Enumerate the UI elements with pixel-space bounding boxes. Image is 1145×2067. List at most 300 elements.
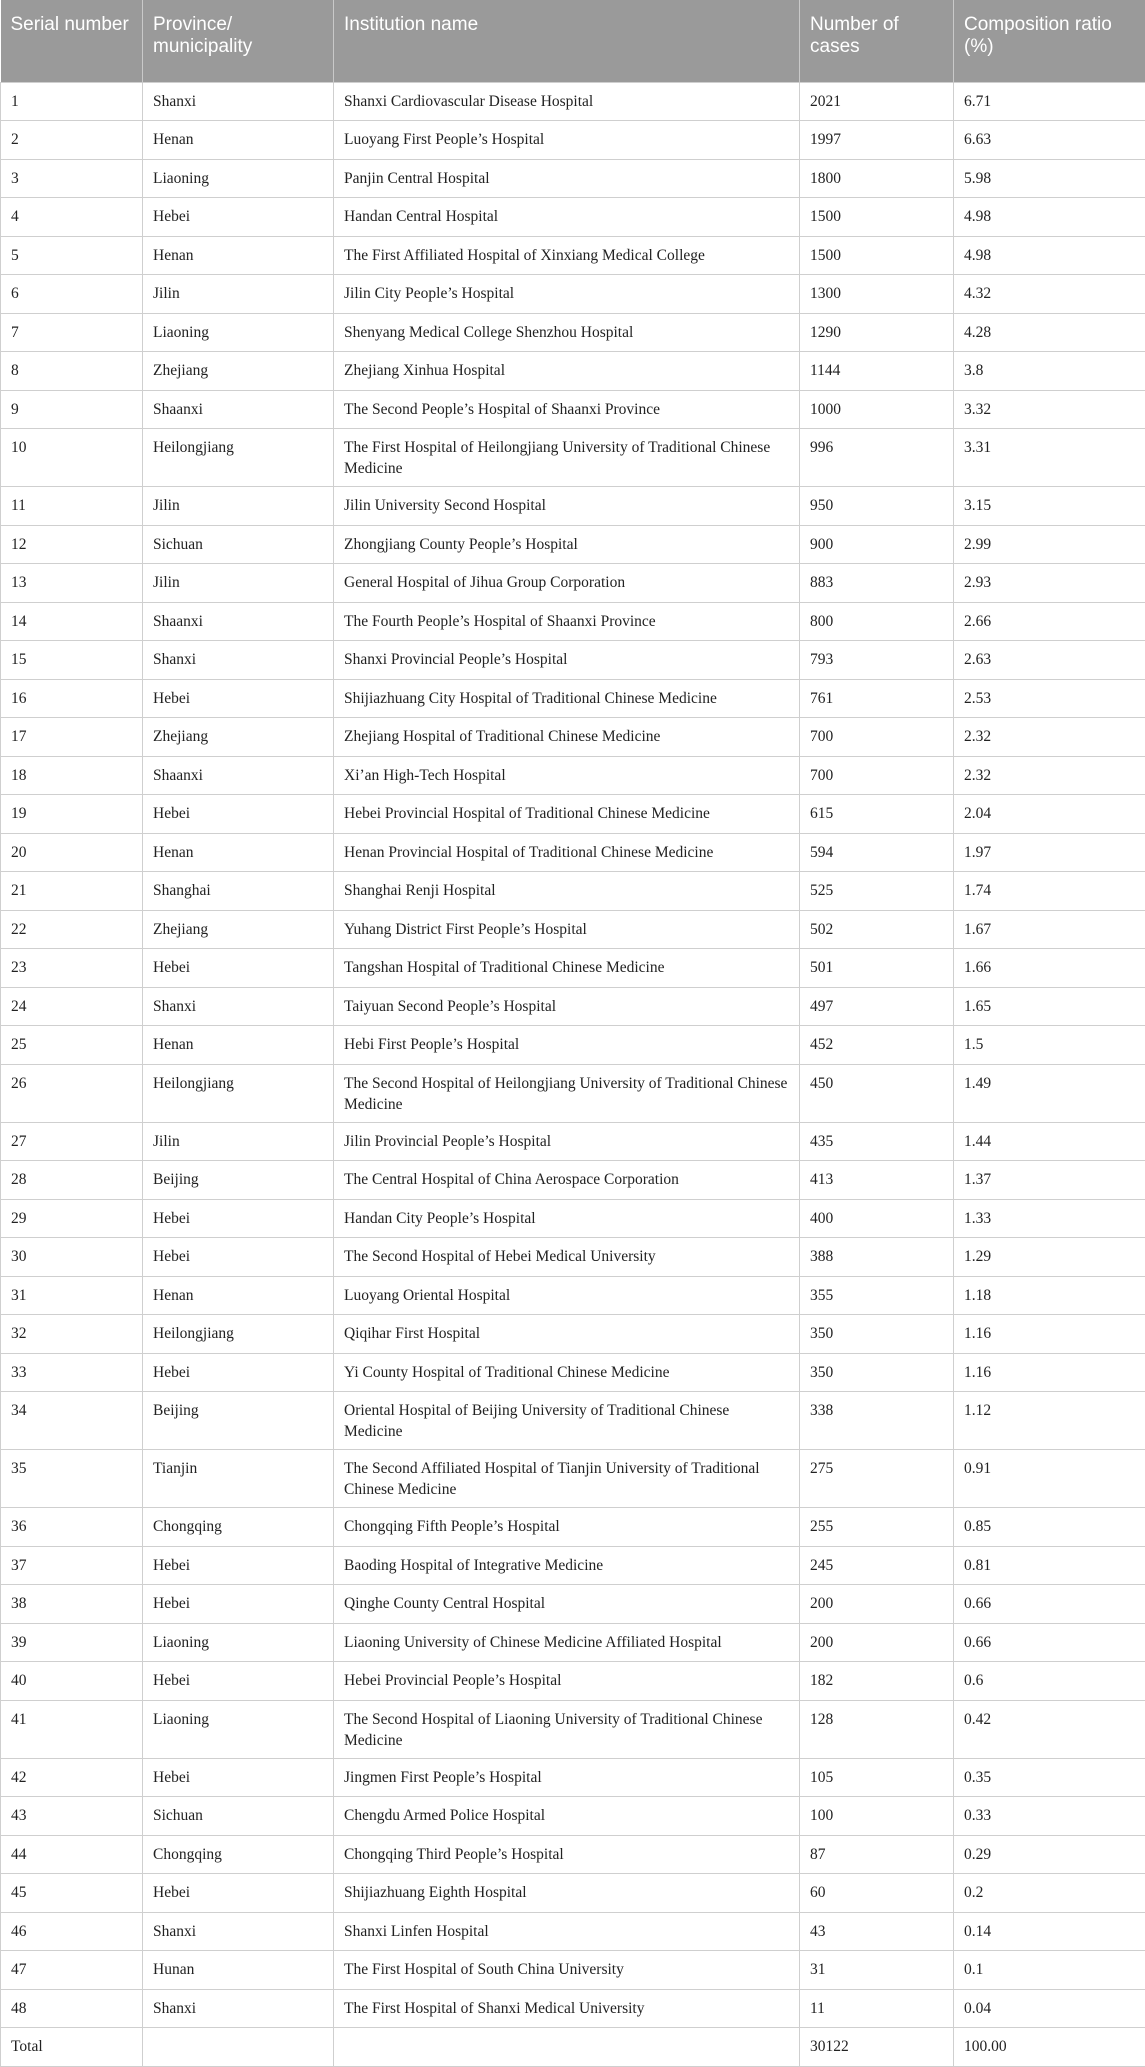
cell-province [143, 2028, 334, 2067]
cell-number-of-cases: 450 [800, 1064, 954, 1122]
cell-serial-number: Total [1, 2028, 143, 2067]
cell-number-of-cases: 1000 [800, 390, 954, 429]
cell-composition-ratio: 0.6 [954, 1662, 1145, 1701]
cell-composition-ratio: 2.32 [954, 756, 1145, 795]
cell-institution-name: Qiqihar First Hospital [334, 1315, 800, 1354]
cell-composition-ratio: 4.28 [954, 313, 1145, 352]
table-row [1, 487, 1145, 526]
cell-composition-ratio: 100.00 [954, 2028, 1145, 2067]
cell-institution-name: The Second Hospital of Hebei Medical University [334, 1238, 800, 1277]
cell-institution-name: Shanxi Provincial People’s Hospital [334, 641, 800, 680]
table-row [1, 1508, 1145, 1547]
cell-number-of-cases: 501 [800, 949, 954, 988]
table-row [1, 352, 1145, 391]
cell-province: Henan [143, 833, 334, 872]
cell-institution-name: The Second People’s Hospital of Shaanxi Province [334, 390, 800, 429]
cell-number-of-cases: 30122 [800, 2028, 954, 2067]
table-row [1, 1700, 1145, 1758]
cell-serial-number: 32 [1, 1315, 143, 1354]
table-row [1, 121, 1145, 160]
table-row [1, 1064, 1145, 1122]
cell-composition-ratio: 0.91 [954, 1450, 1145, 1508]
total-row [1, 2028, 1145, 2067]
header-institution-name: Institution name [334, 0, 800, 82]
cell-institution-name: Chongqing Fifth People’s Hospital [334, 1508, 800, 1547]
cell-institution-name: Jilin City People’s Hospital [334, 275, 800, 314]
table-row [1, 429, 1145, 487]
cell-composition-ratio: 0.85 [954, 1508, 1145, 1547]
cell-province: Shanxi [143, 1912, 334, 1951]
cell-province: Hunan [143, 1951, 334, 1990]
table-row [1, 1546, 1145, 1585]
cell-composition-ratio: 0.2 [954, 1874, 1145, 1913]
table-row [1, 1835, 1145, 1874]
cell-number-of-cases: 1800 [800, 159, 954, 198]
cell-number-of-cases: 182 [800, 1662, 954, 1701]
header-row [1, 0, 1145, 82]
cell-number-of-cases: 413 [800, 1161, 954, 1200]
cell-institution-name [334, 2028, 800, 2067]
cell-institution-name: Handan Central Hospital [334, 198, 800, 237]
cell-composition-ratio: 3.8 [954, 352, 1145, 391]
cell-institution-name: Xi’an High-Tech Hospital [334, 756, 800, 795]
cell-composition-ratio: 2.63 [954, 641, 1145, 680]
cell-province: Hebei [143, 1238, 334, 1277]
cell-serial-number: 1 [1, 82, 143, 121]
cell-institution-name: Shanxi Linfen Hospital [334, 1912, 800, 1951]
cell-institution-name: The Second Hospital of Heilongjiang University of Traditional Chinese Medicine [334, 1064, 800, 1122]
cell-number-of-cases: 950 [800, 487, 954, 526]
cell-serial-number: 39 [1, 1623, 143, 1662]
table-row [1, 872, 1145, 911]
cell-institution-name: Hebei Provincial Hospital of Traditional Chinese Medicine [334, 795, 800, 834]
cell-institution-name: Jilin Provincial People’s Hospital [334, 1122, 800, 1161]
cell-composition-ratio: 4.98 [954, 236, 1145, 275]
cell-province: Hebei [143, 1662, 334, 1701]
cell-institution-name: Jingmen First People’s Hospital [334, 1758, 800, 1797]
cell-serial-number: 16 [1, 679, 143, 718]
cell-serial-number: 15 [1, 641, 143, 680]
cell-province: Zhejiang [143, 352, 334, 391]
cell-composition-ratio: 0.35 [954, 1758, 1145, 1797]
cell-institution-name: The Fourth People’s Hospital of Shaanxi Province [334, 602, 800, 641]
cell-institution-name: Yuhang District First People’s Hospital [334, 910, 800, 949]
cell-serial-number: 18 [1, 756, 143, 795]
table-row [1, 159, 1145, 198]
cell-serial-number: 25 [1, 1026, 143, 1065]
cell-composition-ratio: 1.44 [954, 1122, 1145, 1161]
table-row [1, 198, 1145, 237]
cell-province: Henan [143, 1276, 334, 1315]
cell-institution-name: Jilin University Second Hospital [334, 487, 800, 526]
cell-composition-ratio: 2.53 [954, 679, 1145, 718]
cell-number-of-cases: 100 [800, 1797, 954, 1836]
table-row [1, 1238, 1145, 1277]
cell-composition-ratio: 1.18 [954, 1276, 1145, 1315]
cell-institution-name: The First Hospital of Heilongjiang University of Traditional Chinese Medicine [334, 429, 800, 487]
cell-serial-number: 27 [1, 1122, 143, 1161]
cell-number-of-cases: 60 [800, 1874, 954, 1913]
cell-composition-ratio: 1.66 [954, 949, 1145, 988]
cell-institution-name: Baoding Hospital of Integrative Medicine [334, 1546, 800, 1585]
cell-province: Henan [143, 236, 334, 275]
cell-number-of-cases: 2021 [800, 82, 954, 121]
table-row [1, 1122, 1145, 1161]
cell-province: Sichuan [143, 1797, 334, 1836]
table-row [1, 1026, 1145, 1065]
cell-serial-number: 36 [1, 1508, 143, 1547]
cell-serial-number: 22 [1, 910, 143, 949]
cell-institution-name: Oriental Hospital of Beijing University of Traditional Chinese Medicine [334, 1392, 800, 1450]
cell-serial-number: 8 [1, 352, 143, 391]
cell-serial-number: 33 [1, 1353, 143, 1392]
cell-composition-ratio: 2.99 [954, 525, 1145, 564]
cell-institution-name: The First Hospital of South China University [334, 1951, 800, 1990]
cell-institution-name: Hebi First People’s Hospital [334, 1026, 800, 1065]
cell-composition-ratio: 0.04 [954, 1989, 1145, 2028]
cell-number-of-cases: 350 [800, 1315, 954, 1354]
cell-province: Hebei [143, 1874, 334, 1913]
table-row [1, 1161, 1145, 1200]
cell-number-of-cases: 400 [800, 1199, 954, 1238]
cell-composition-ratio: 0.66 [954, 1585, 1145, 1624]
cell-number-of-cases: 245 [800, 1546, 954, 1585]
cell-serial-number: 20 [1, 833, 143, 872]
cell-province: Zhejiang [143, 718, 334, 757]
table-header [1, 0, 1145, 82]
cell-province: Hebei [143, 1758, 334, 1797]
cell-composition-ratio: 1.5 [954, 1026, 1145, 1065]
table-body [1, 82, 1145, 2066]
cell-composition-ratio: 6.63 [954, 121, 1145, 160]
cell-composition-ratio: 0.14 [954, 1912, 1145, 1951]
table-row [1, 602, 1145, 641]
cell-institution-name: Luoyang First People’s Hospital [334, 121, 800, 160]
cell-serial-number: 38 [1, 1585, 143, 1624]
cell-province: Liaoning [143, 1700, 334, 1758]
table-row [1, 833, 1145, 872]
cell-number-of-cases: 793 [800, 641, 954, 680]
table-row [1, 275, 1145, 314]
cell-number-of-cases: 1290 [800, 313, 954, 352]
cell-composition-ratio: 1.65 [954, 987, 1145, 1026]
cell-serial-number: 29 [1, 1199, 143, 1238]
table-row [1, 795, 1145, 834]
cell-number-of-cases: 700 [800, 756, 954, 795]
header-number-of-cases: Number of cases [800, 0, 954, 82]
cell-serial-number: 40 [1, 1662, 143, 1701]
cell-province: Jilin [143, 275, 334, 314]
cell-composition-ratio: 0.66 [954, 1623, 1145, 1662]
cell-number-of-cases: 1144 [800, 352, 954, 391]
cell-serial-number: 30 [1, 1238, 143, 1277]
cell-composition-ratio: 1.97 [954, 833, 1145, 872]
cell-serial-number: 43 [1, 1797, 143, 1836]
cell-number-of-cases: 452 [800, 1026, 954, 1065]
cell-number-of-cases: 761 [800, 679, 954, 718]
cell-serial-number: 46 [1, 1912, 143, 1951]
cell-province: Hebei [143, 1353, 334, 1392]
cell-number-of-cases: 200 [800, 1623, 954, 1662]
cell-serial-number: 37 [1, 1546, 143, 1585]
cell-number-of-cases: 350 [800, 1353, 954, 1392]
cell-province: Henan [143, 1026, 334, 1065]
cell-composition-ratio: 1.33 [954, 1199, 1145, 1238]
cell-composition-ratio: 1.16 [954, 1353, 1145, 1392]
cell-institution-name: Yi County Hospital of Traditional Chinese Medicine [334, 1353, 800, 1392]
table-row [1, 1353, 1145, 1392]
cell-serial-number: 13 [1, 564, 143, 603]
table-row [1, 1989, 1145, 2028]
table-row [1, 1315, 1145, 1354]
cell-province: Heilongjiang [143, 1064, 334, 1122]
cell-number-of-cases: 1997 [800, 121, 954, 160]
cell-institution-name: Zhongjiang County People’s Hospital [334, 525, 800, 564]
cell-composition-ratio: 0.1 [954, 1951, 1145, 1990]
table-row [1, 756, 1145, 795]
cell-composition-ratio: 3.31 [954, 429, 1145, 487]
cell-composition-ratio: 1.49 [954, 1064, 1145, 1122]
cell-province: Heilongjiang [143, 1315, 334, 1354]
cell-institution-name: The Central Hospital of China Aerospace Corporation [334, 1161, 800, 1200]
cell-institution-name: Shijiazhuang City Hospital of Traditional Chinese Medicine [334, 679, 800, 718]
table-row [1, 641, 1145, 680]
cell-number-of-cases: 800 [800, 602, 954, 641]
cell-number-of-cases: 43 [800, 1912, 954, 1951]
table-row [1, 1276, 1145, 1315]
table-row [1, 1874, 1145, 1913]
cell-province: Shanxi [143, 641, 334, 680]
cell-serial-number: 9 [1, 390, 143, 429]
cell-serial-number: 47 [1, 1951, 143, 1990]
table-row [1, 236, 1145, 275]
cell-number-of-cases: 1500 [800, 236, 954, 275]
cell-number-of-cases: 275 [800, 1450, 954, 1508]
cell-province: Hebei [143, 198, 334, 237]
table-row [1, 564, 1145, 603]
cell-serial-number: 44 [1, 1835, 143, 1874]
cell-province: Sichuan [143, 525, 334, 564]
cell-number-of-cases: 700 [800, 718, 954, 757]
cell-province: Jilin [143, 1122, 334, 1161]
table-row [1, 1199, 1145, 1238]
cell-province: Henan [143, 121, 334, 160]
cell-serial-number: 3 [1, 159, 143, 198]
cell-number-of-cases: 128 [800, 1700, 954, 1758]
table-row [1, 1758, 1145, 1797]
cell-serial-number: 24 [1, 987, 143, 1026]
cell-composition-ratio: 0.33 [954, 1797, 1145, 1836]
cell-composition-ratio: 2.93 [954, 564, 1145, 603]
cell-serial-number: 41 [1, 1700, 143, 1758]
cell-serial-number: 48 [1, 1989, 143, 2028]
header-composition-ratio: Composition ratio (%) [954, 0, 1145, 82]
cell-serial-number: 11 [1, 487, 143, 526]
cell-institution-name: Shenyang Medical College Shenzhou Hospital [334, 313, 800, 352]
cell-composition-ratio: 6.71 [954, 82, 1145, 121]
cell-province: Beijing [143, 1392, 334, 1450]
cell-institution-name: The Second Affiliated Hospital of Tianjin University of Traditional Chinese Medicine [334, 1450, 800, 1508]
table-row [1, 1585, 1145, 1624]
table-row [1, 525, 1145, 564]
cell-number-of-cases: 355 [800, 1276, 954, 1315]
table-row [1, 718, 1145, 757]
table-row [1, 1912, 1145, 1951]
table-row [1, 1450, 1145, 1508]
cell-province: Tianjin [143, 1450, 334, 1508]
cell-serial-number: 5 [1, 236, 143, 275]
cell-province: Heilongjiang [143, 429, 334, 487]
cell-institution-name: Handan City People’s Hospital [334, 1199, 800, 1238]
cell-number-of-cases: 105 [800, 1758, 954, 1797]
cell-province: Liaoning [143, 313, 334, 352]
cell-serial-number: 34 [1, 1392, 143, 1450]
cell-serial-number: 23 [1, 949, 143, 988]
table-row [1, 987, 1145, 1026]
cell-composition-ratio: 2.66 [954, 602, 1145, 641]
cell-composition-ratio: 1.37 [954, 1161, 1145, 1200]
cell-number-of-cases: 497 [800, 987, 954, 1026]
table-row [1, 679, 1145, 718]
cell-number-of-cases: 11 [800, 1989, 954, 2028]
cell-number-of-cases: 200 [800, 1585, 954, 1624]
cell-number-of-cases: 594 [800, 833, 954, 872]
cell-number-of-cases: 525 [800, 872, 954, 911]
cell-composition-ratio: 3.32 [954, 390, 1145, 429]
header-serial-number: Serial number [1, 0, 143, 82]
cell-institution-name: Hebei Provincial People’s Hospital [334, 1662, 800, 1701]
cell-serial-number: 21 [1, 872, 143, 911]
cell-province: Shaanxi [143, 756, 334, 795]
cell-province: Liaoning [143, 159, 334, 198]
cell-institution-name: Chengdu Armed Police Hospital [334, 1797, 800, 1836]
cell-number-of-cases: 338 [800, 1392, 954, 1450]
cell-serial-number: 10 [1, 429, 143, 487]
cell-province: Chongqing [143, 1508, 334, 1547]
cell-number-of-cases: 255 [800, 1508, 954, 1547]
cell-institution-name: Zhejiang Xinhua Hospital [334, 352, 800, 391]
cell-number-of-cases: 883 [800, 564, 954, 603]
cell-province: Hebei [143, 1546, 334, 1585]
cell-number-of-cases: 615 [800, 795, 954, 834]
cell-institution-name: Qinghe County Central Hospital [334, 1585, 800, 1624]
header-province: Province/ municipality [143, 0, 334, 82]
cell-number-of-cases: 1300 [800, 275, 954, 314]
cell-serial-number: 14 [1, 602, 143, 641]
cell-serial-number: 17 [1, 718, 143, 757]
cell-institution-name: Liaoning University of Chinese Medicine Affiliated Hospital [334, 1623, 800, 1662]
cell-institution-name: Tangshan Hospital of Traditional Chinese Medicine [334, 949, 800, 988]
cell-number-of-cases: 502 [800, 910, 954, 949]
table-row [1, 1623, 1145, 1662]
cell-institution-name: Taiyuan Second People’s Hospital [334, 987, 800, 1026]
cell-serial-number: 26 [1, 1064, 143, 1122]
cell-institution-name: Shanxi Cardiovascular Disease Hospital [334, 82, 800, 121]
cell-number-of-cases: 31 [800, 1951, 954, 1990]
table-row [1, 1951, 1145, 1990]
cell-province: Hebei [143, 1585, 334, 1624]
cell-province: Zhejiang [143, 910, 334, 949]
table-row [1, 949, 1145, 988]
cell-province: Shanxi [143, 1989, 334, 2028]
cell-province: Jilin [143, 564, 334, 603]
cell-composition-ratio: 1.12 [954, 1392, 1145, 1450]
cell-institution-name: The First Hospital of Shanxi Medical University [334, 1989, 800, 2028]
cell-province: Hebei [143, 949, 334, 988]
cell-institution-name: Luoyang Oriental Hospital [334, 1276, 800, 1315]
cell-province: Chongqing [143, 1835, 334, 1874]
cell-serial-number: 45 [1, 1874, 143, 1913]
cell-composition-ratio: 2.04 [954, 795, 1145, 834]
cell-composition-ratio: 4.32 [954, 275, 1145, 314]
cell-serial-number: 28 [1, 1161, 143, 1200]
cell-province: Shanghai [143, 872, 334, 911]
cell-serial-number: 12 [1, 525, 143, 564]
cell-province: Jilin [143, 487, 334, 526]
cell-institution-name: Shanghai Renji Hospital [334, 872, 800, 911]
cell-number-of-cases: 388 [800, 1238, 954, 1277]
cell-province: Shaanxi [143, 602, 334, 641]
cell-number-of-cases: 87 [800, 1835, 954, 1874]
table-row [1, 1662, 1145, 1701]
cell-institution-name: Shijiazhuang Eighth Hospital [334, 1874, 800, 1913]
cell-composition-ratio: 5.98 [954, 159, 1145, 198]
cell-institution-name: Zhejiang Hospital of Traditional Chinese Medicine [334, 718, 800, 757]
cell-serial-number: 2 [1, 121, 143, 160]
cell-province: Shanxi [143, 82, 334, 121]
cell-province: Shaanxi [143, 390, 334, 429]
cell-institution-name: The First Affiliated Hospital of Xinxiang Medical College [334, 236, 800, 275]
cell-institution-name: Panjin Central Hospital [334, 159, 800, 198]
cell-composition-ratio: 1.16 [954, 1315, 1145, 1354]
table-row [1, 313, 1145, 352]
cell-composition-ratio: 1.67 [954, 910, 1145, 949]
cell-province: Liaoning [143, 1623, 334, 1662]
cell-province: Hebei [143, 795, 334, 834]
cell-composition-ratio: 2.32 [954, 718, 1145, 757]
cell-province: Hebei [143, 679, 334, 718]
cell-number-of-cases: 900 [800, 525, 954, 564]
cell-composition-ratio: 4.98 [954, 198, 1145, 237]
table-row [1, 910, 1145, 949]
cell-province: Shanxi [143, 987, 334, 1026]
cell-composition-ratio: 0.81 [954, 1546, 1145, 1585]
cell-institution-name: General Hospital of Jihua Group Corporation [334, 564, 800, 603]
cell-province: Beijing [143, 1161, 334, 1200]
cell-composition-ratio: 0.42 [954, 1700, 1145, 1758]
cell-serial-number: 7 [1, 313, 143, 352]
cell-composition-ratio: 3.15 [954, 487, 1145, 526]
cell-institution-name: Chongqing Third People’s Hospital [334, 1835, 800, 1874]
table-row [1, 82, 1145, 121]
cell-serial-number: 35 [1, 1450, 143, 1508]
cell-serial-number: 19 [1, 795, 143, 834]
cell-serial-number: 4 [1, 198, 143, 237]
cell-serial-number: 31 [1, 1276, 143, 1315]
table-row [1, 1392, 1145, 1450]
cell-institution-name: The Second Hospital of Liaoning University of Traditional Chinese Medicine [334, 1700, 800, 1758]
cell-number-of-cases: 435 [800, 1122, 954, 1161]
table-row [1, 1797, 1145, 1836]
cell-composition-ratio: 1.74 [954, 872, 1145, 911]
cell-serial-number: 42 [1, 1758, 143, 1797]
cell-institution-name: Henan Provincial Hospital of Traditional Chinese Medicine [334, 833, 800, 872]
table-row [1, 390, 1145, 429]
cell-province: Hebei [143, 1199, 334, 1238]
cell-number-of-cases: 996 [800, 429, 954, 487]
cell-number-of-cases: 1500 [800, 198, 954, 237]
cell-composition-ratio: 1.29 [954, 1238, 1145, 1277]
